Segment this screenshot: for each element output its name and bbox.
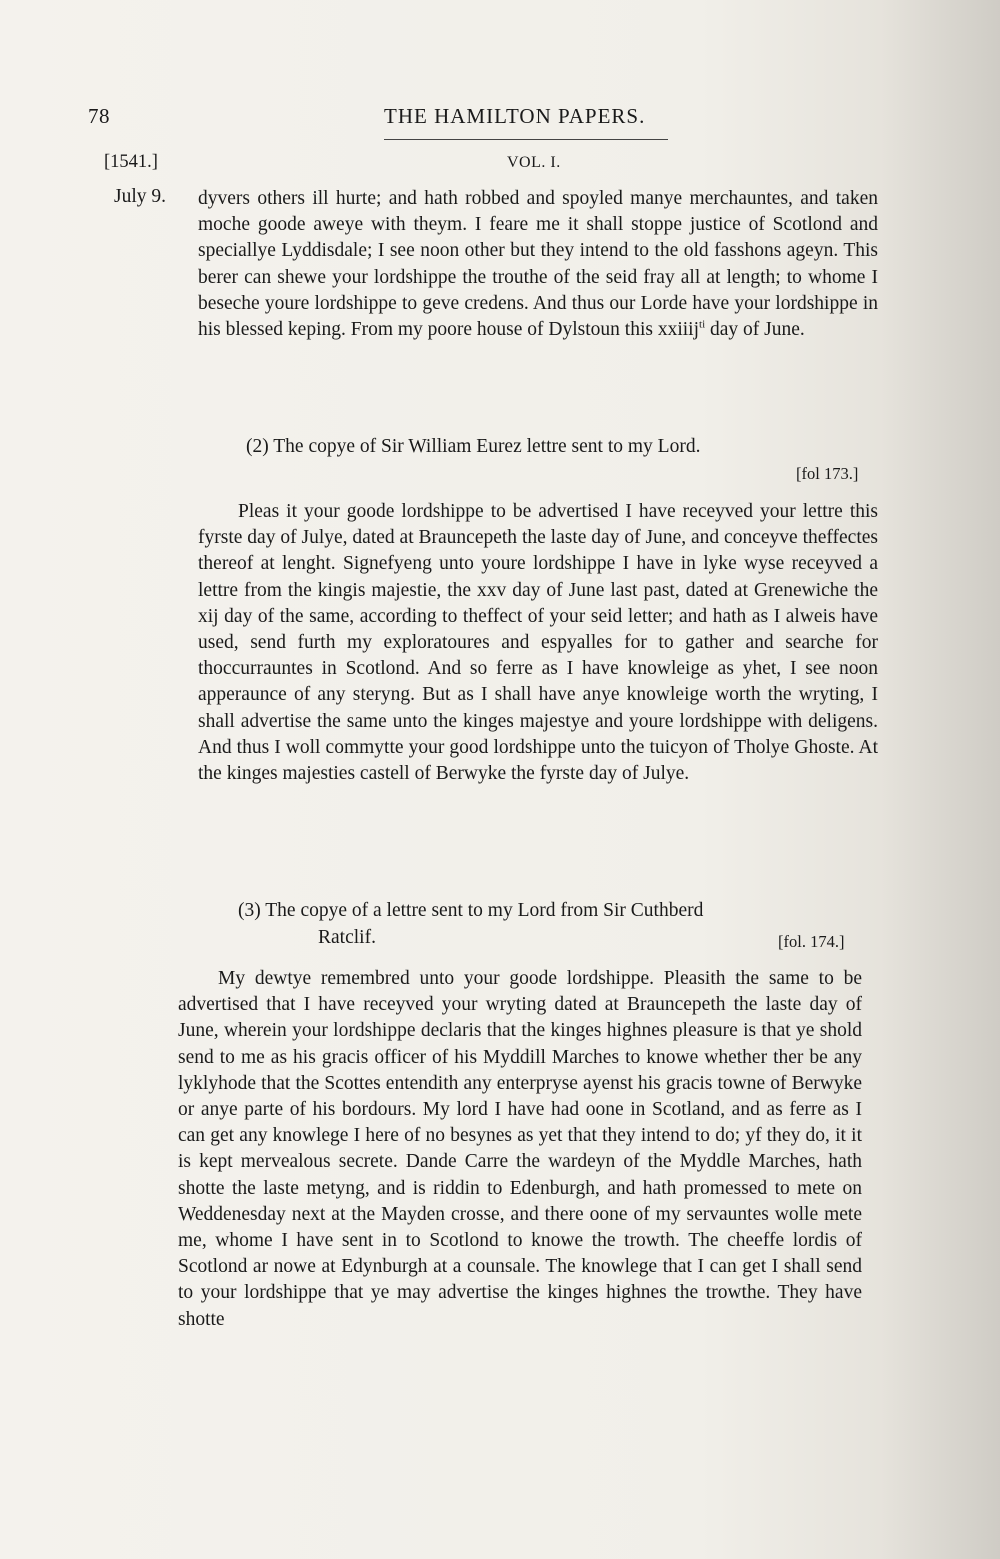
superscript: ti [699,318,706,331]
page-number: 78 [88,104,110,128]
letter-body-2: Pleas it your goode lordshippe to be advertised I have receyved your lettre this fyrste day of Julye, dated at Brauncepeth the laste day of June, and conceyve theffectes thereof at lenght. Signefyeng unto youre lordshippe I have in lyke wyse receyved a lettre from the kingis majestie, the xxv day of June last past, dated at Grenewiche the xij day of the same, according to theffect of your seid letter; and hath as I alweis have used, send furth my exploratoures and espyalles for to gather and searche for thoccurrauntes in Scotlond. And so ferre as I have knowleige as yhet, I see noon apperaunce of any steryng. But as I shall have anye knowleige worth the wryting, I shall advertise the same unto the kinges majestye and youre lordshippe with deligens. And thus I woll commytte your good lordshippe unto the tuicyon of Tholye Ghoste. At the kinges majesties castell of Berwyke the fyrste day of Julye. [198,501,878,785]
section-heading-2: (2) The copye of Sir William Eurez lettre sent to my Lord. [246,436,701,457]
page-header [88,104,888,136]
section-heading-3: (3) The copye of a lettre sent to my Lord from Sir Cuthberd [238,900,704,921]
volume-label: VOL. I. [507,154,561,171]
folio-reference-2: [fol 173.] [796,464,859,483]
paragraph-text-end: day of June. [705,319,805,341]
running-title: THE HAMILTON PAPERS. [384,104,646,128]
section-heading-3-cont: Ratclif. [318,927,376,948]
folio-reference-3: [fol. 174.] [778,932,845,951]
paragraph-continuation [198,186,878,343]
year-marker: [1541.] [104,152,158,172]
paragraph-text: dyvers others ill hurte; and hath robbed and spoyled manye merchauntes, and taken moche goode aweye with theym. I feare me it shall stoppe justice of Scotlond and speciallye Lyddisdale; I see noon other but they intend to the old fasshons ageyn. This berer can shewe your lordshippe the trouthe of the seid fray all at length; to whome I beseche youre lordshippe to geve credens. And thus our Lorde have your lordshippe in his blessed keping. From my poore house of Dylstoun this xxiiij [198,188,878,341]
letter-body-3: My dewtye remembred unto your goode lordshippe. Pleasith the same to be advertised that I have receyved your wryting dated at Brauncepeth the laste day of June, wherein your lordshippe declaris that the kinges highnes pleasure is that ye shold send to me as his gracis officer of his Myddill Marches to knowe whether ther be any lyklyhode that the Scottes entendith any enterpryse ayenst his gracis towne of Berwyke or anye parte of his bordours. My lord I have had oone in Scotland, and as ferre as I can get any knowlege I here of no besynes as yet that they intend to do; yf they do, it it is kept mervealous secrete. Dande Carre the wardeyn of the Myddle Marches, hath shotte the laste metyng, and is riddin to Edenburgh, and hath promessed to mete on Weddenesday next at the Mayden crosse, and there oone of my servauntes wolle mete me, whome I have sent in to Scotlond to knowe the trowth. The cheeffe lordis of Scotlond ar nowe at Edynburgh at a counsale. The knowlege that I can get I shall send to your lordshippe that ye may advertise the kinges highnes the trowthe. They have shotte [178,968,862,1330]
margin-date: July 9. [114,186,167,207]
title-rule [384,139,668,140]
